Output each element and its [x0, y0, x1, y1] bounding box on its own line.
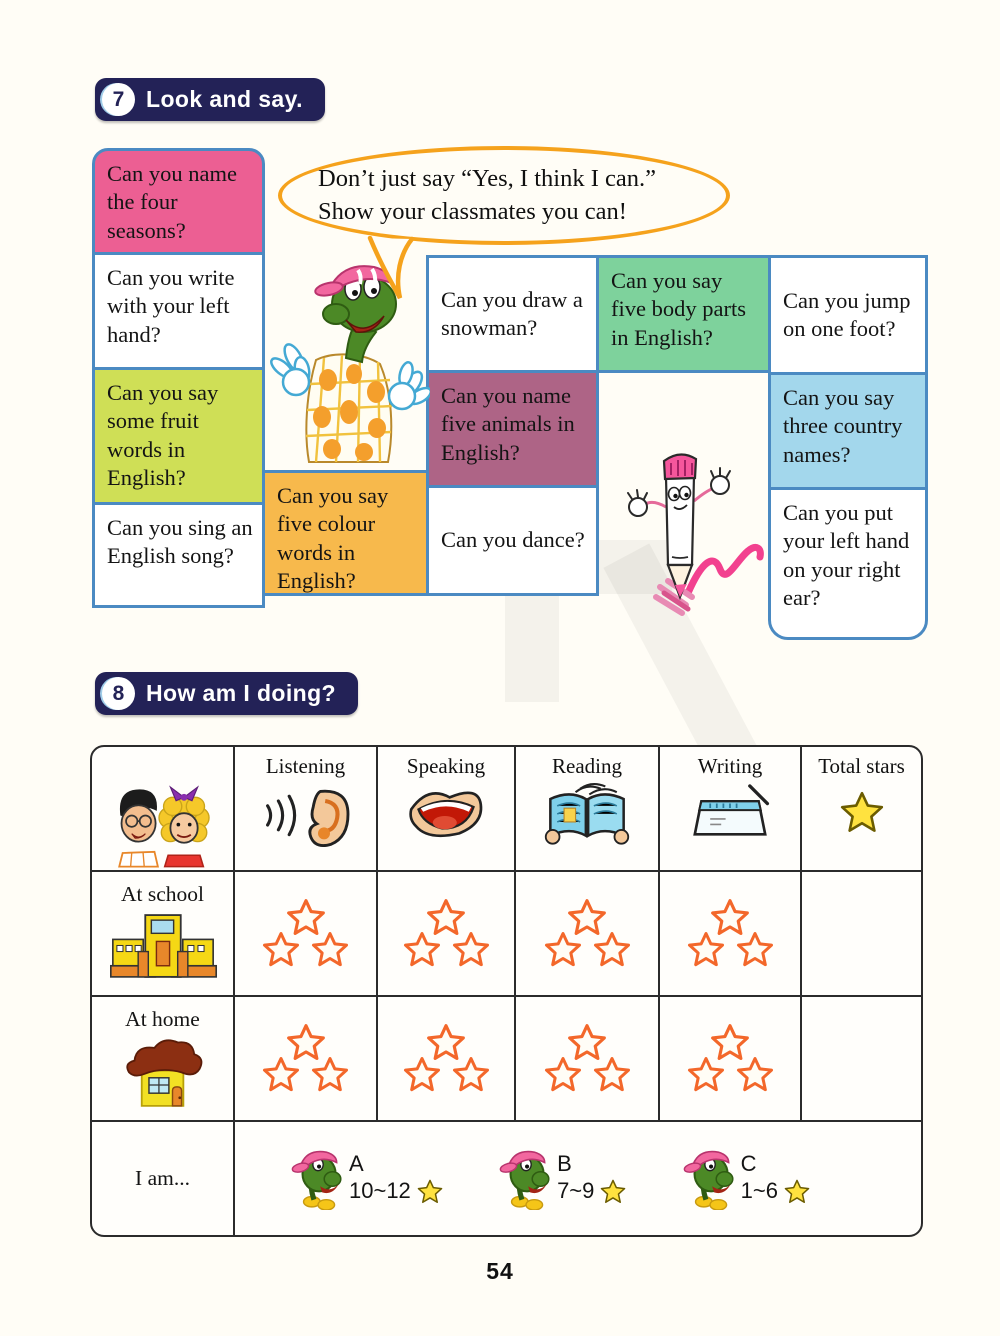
- grade-range: 7~9: [557, 1178, 595, 1204]
- grade-star-icon: [599, 1178, 627, 1206]
- stars-school-speaking: [378, 872, 516, 997]
- section8-title: How am I doing?: [146, 680, 336, 706]
- total-home-empty: [802, 997, 921, 1122]
- grade-star-icon: [783, 1178, 811, 1206]
- stars-school-writing: [660, 872, 802, 997]
- board-cell-fruit-words: Can you say some fruit words in English?: [92, 367, 265, 505]
- stars-home-speaking: [378, 997, 516, 1122]
- turtle-head-icon: [683, 1148, 735, 1210]
- turtle-head-icon: [499, 1148, 551, 1210]
- row-header-at-school: [92, 872, 235, 997]
- outline-star-icon: [451, 1055, 491, 1095]
- outline-star-icon: [592, 930, 632, 970]
- total-star-icon: [838, 789, 886, 837]
- speech-bubble-line1: Don’t just say “Yes, I think I can.”: [318, 164, 656, 192]
- outline-star-icon: [402, 930, 442, 970]
- column-label: Reading: [552, 754, 622, 778]
- speech-bubble: [278, 146, 730, 245]
- column-header-total-stars: [802, 747, 921, 872]
- stars-school-listening: [235, 872, 378, 997]
- grade-letter: A: [349, 1151, 364, 1177]
- outline-star-icon: [402, 1055, 442, 1095]
- outline-star-icon: [261, 1055, 301, 1095]
- grade-letter: B: [557, 1151, 572, 1177]
- row-label: At home: [125, 1007, 200, 1031]
- section7-header: [95, 78, 325, 121]
- board-cell-draw-snowman: Can you draw a snowman?: [426, 255, 599, 373]
- row-label: At school: [120, 882, 204, 906]
- column-header-listening: [235, 747, 378, 872]
- boy-and-girl-icon: [109, 780, 217, 868]
- column-label: Speaking: [406, 754, 486, 778]
- row-header-i-am: [92, 1122, 235, 1235]
- board-cell-jump-one-foot: Can you jump on one foot?: [768, 255, 928, 375]
- board-cell-seasons: Can you name the four seasons?: [92, 148, 265, 255]
- column-header-speaking: [378, 747, 516, 872]
- reading-book-icon: [541, 783, 633, 846]
- board-cell-five-animals: Can you name five animals in English?: [426, 370, 599, 488]
- outline-star-icon: [686, 930, 726, 970]
- section7-number-badge: 7: [102, 83, 135, 116]
- section8-header: [95, 672, 358, 715]
- progress-table: [90, 745, 923, 1237]
- writing-notepad-icon: [686, 783, 774, 845]
- column-label: Writing: [697, 754, 763, 778]
- outline-star-icon: [592, 1055, 632, 1095]
- row-header-at-home: [92, 997, 235, 1122]
- stars-home-writing: [660, 997, 802, 1122]
- page-number: 54: [486, 1258, 514, 1284]
- grade-a: [291, 1148, 444, 1210]
- school-icon: [104, 909, 222, 985]
- outline-star-icon: [735, 1055, 775, 1095]
- outline-star-icon: [451, 930, 491, 970]
- board-cell-country-names: Can you say three country names?: [768, 372, 928, 490]
- stars-home-reading: [516, 997, 660, 1122]
- pencil-mascot: [602, 445, 770, 620]
- table-corner-students: [92, 747, 235, 872]
- board-cell-sing-song: Can you sing an English song?: [92, 502, 265, 608]
- grade-b: [499, 1148, 627, 1210]
- grade-range: 10~12: [349, 1178, 411, 1204]
- board-cell-write-left-hand: Can you write with your left hand?: [92, 252, 265, 370]
- outline-star-icon: [543, 1055, 583, 1095]
- section8-number-badge: 8: [102, 677, 135, 710]
- stars-home-listening: [235, 997, 378, 1122]
- board-cell-hand-on-ear: Can you put your left hand on your right ear?: [768, 487, 928, 640]
- board-cell-colour-words: Can you say five colour words in English?: [262, 470, 429, 596]
- speech-bubble-line2: Show your classmates you can!: [318, 197, 627, 225]
- column-header-reading: [516, 747, 660, 872]
- row-label: I am...: [135, 1166, 190, 1190]
- speaking-mouth-icon: [404, 783, 488, 843]
- turtle-head-icon: [291, 1148, 343, 1210]
- outline-star-icon: [310, 930, 350, 970]
- total-school-empty: [802, 872, 921, 997]
- outline-star-icon: [686, 1055, 726, 1095]
- board-cell-body-parts: Can you say five body parts in English?: [596, 255, 771, 373]
- outline-star-icon: [543, 930, 583, 970]
- grade-star-icon: [416, 1178, 444, 1206]
- board-cell-dance: Can you dance?: [426, 485, 599, 596]
- listening-ear-icon: [258, 783, 354, 849]
- grade-letter: C: [740, 1151, 757, 1177]
- house-icon: [120, 1032, 206, 1110]
- outline-star-icon: [310, 1055, 350, 1095]
- outline-star-icon: [735, 930, 775, 970]
- section7-title: Look and say.: [146, 86, 303, 112]
- grade-c: [683, 1148, 811, 1210]
- speech-bubble-tail: [366, 236, 416, 306]
- stars-school-reading: [516, 872, 660, 997]
- column-label: Listening: [265, 754, 346, 778]
- grades-cell: [235, 1122, 921, 1235]
- grade-range: 1~6: [740, 1178, 778, 1204]
- outline-star-icon: [261, 930, 301, 970]
- column-header-writing: [660, 747, 802, 872]
- column-label: Total stars: [818, 754, 905, 778]
